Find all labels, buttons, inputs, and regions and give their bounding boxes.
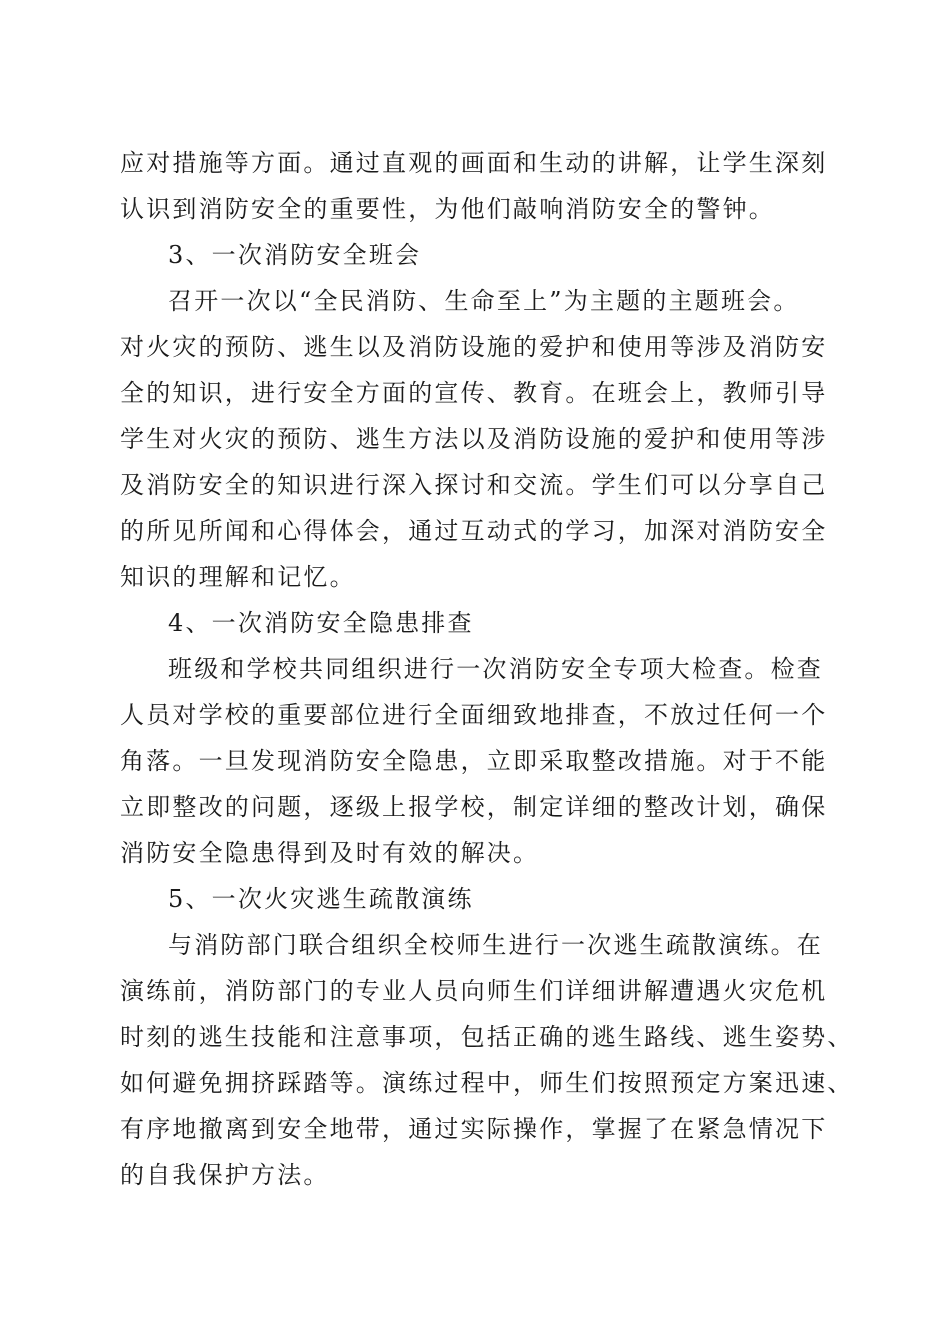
paragraph-line: 学生对火灾的预防、逃生方法以及消防设施的爱护和使用等涉 — [120, 425, 828, 453]
document-body — [120, 140, 854, 1198]
paragraph-line: 消防安全隐患得到及时有效的解决。 — [120, 839, 540, 867]
paragraph-line: 有序地撤离到安全地带，通过实际操作，掌握了在紧急情况下 — [120, 1115, 828, 1143]
paragraph-line: 全的知识，进行安全方面的宣传、教育。在班会上，教师引导 — [120, 379, 828, 407]
paragraph-line: 知识的理解和记忆。 — [120, 563, 356, 591]
paragraph-line: 认识到消防安全的重要性，为他们敲响消防安全的警钟。 — [120, 195, 775, 223]
paragraph-line: 的自我保护方法。 — [120, 1161, 330, 1189]
paragraph-line: 及消防安全的知识进行深入探讨和交流。学生们可以分享自己 — [120, 471, 828, 499]
paragraph-line: 角落。一旦发现消防安全隐患，立即采取整改措施。对于不能 — [120, 747, 828, 775]
section-heading: 3、一次消防安全班会 — [168, 241, 422, 269]
paragraph-line: 班级和学校共同组织进行一次消防安全专项大检查。检查 — [168, 655, 823, 683]
section-heading: 4、一次消防安全隐患排查 — [168, 609, 474, 637]
paragraph-line: 人员对学校的重要部位进行全面细致地排查，不放过任何一个 — [120, 701, 828, 729]
paragraph-line: 的所见所闻和心得体会，通过互动式的学习，加深对消防安全 — [120, 517, 828, 545]
paragraph-line: 立即整改的问题，逐级上报学校，制定详细的整改计划，确保 — [120, 793, 828, 821]
section-heading: 5、一次火灾逃生疏散演练 — [168, 885, 474, 913]
paragraph-line: 召开一次以“全民消防、生命至上”为主题的主题班会。 — [168, 287, 800, 315]
paragraph-line: 对火灾的预防、逃生以及消防设施的爱护和使用等涉及消防安 — [120, 333, 828, 361]
paragraph-line: 与消防部门联合组织全校师生进行一次逃生疏散演练。在 — [168, 931, 823, 959]
paragraph-line: 如何避免拥挤踩踏等。演练过程中，师生们按照预定方案迅速、 — [120, 1069, 854, 1097]
paragraph-line: 演练前，消防部门的专业人员向师生们详细讲解遭遇火灾危机 — [120, 977, 828, 1005]
paragraph-line: 应对措施等方面。通过直观的画面和生动的讲解，让学生深刻 — [120, 149, 828, 177]
paragraph-line: 时刻的逃生技能和注意事项，包括正确的逃生路线、逃生姿势、 — [120, 1023, 854, 1051]
